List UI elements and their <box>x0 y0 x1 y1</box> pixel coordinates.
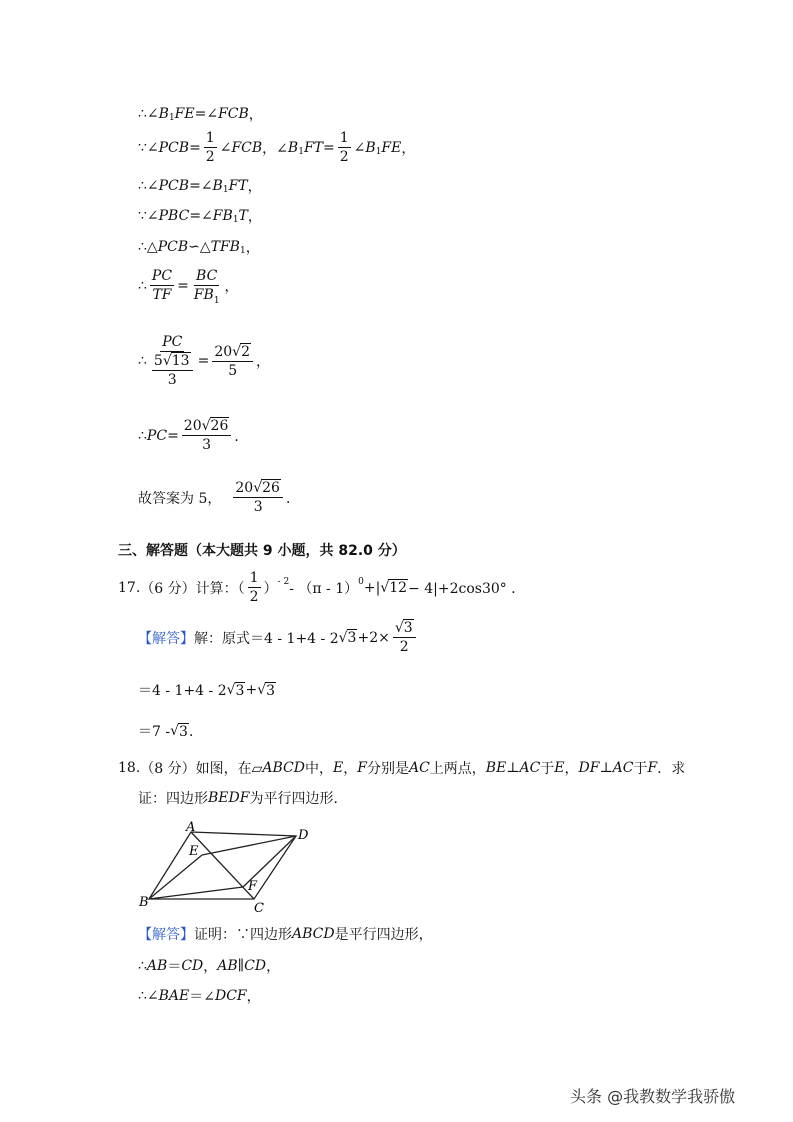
text: - （π - 1） <box>289 580 359 597</box>
text: FE <box>381 139 402 156</box>
question-number: 18. <box>118 760 141 776</box>
nested-fraction <box>152 353 193 388</box>
text: PC <box>146 427 168 444</box>
text: ．求 <box>657 761 686 777</box>
text: BEDF <box>208 790 250 806</box>
text: ＝ <box>167 959 182 975</box>
text: 20 <box>183 418 202 434</box>
text: CD <box>244 958 267 974</box>
text: CD <box>181 958 204 974</box>
text: FCB <box>231 139 263 156</box>
denominator <box>192 286 222 307</box>
q18-proof-line-1 <box>138 924 433 944</box>
text: BAE <box>158 988 190 1004</box>
q17-answer-line-2 <box>138 680 276 700</box>
text: ， <box>256 354 270 371</box>
radicand: 3 <box>266 682 276 699</box>
fraction <box>248 570 261 605</box>
denominator: 2 <box>205 149 215 166</box>
q17-answer-line-3 <box>138 721 203 741</box>
text: ， <box>224 278 239 295</box>
fraction <box>204 130 217 165</box>
numerator <box>182 418 232 436</box>
text: ＝4 - 1+4 - 2 <box>138 683 227 699</box>
text: B <box>365 139 376 156</box>
denominator: 2 <box>399 639 409 656</box>
radicand: 3 <box>347 630 357 647</box>
q18-proof-line-2 <box>138 956 280 976</box>
text: = <box>189 139 201 156</box>
text: PCB <box>158 139 190 156</box>
label-C: C <box>254 901 264 915</box>
question-17 <box>118 570 525 605</box>
solution-line-2 <box>138 130 415 165</box>
subscript: 1 <box>239 246 246 256</box>
label-D: D <box>298 828 309 843</box>
text: ∴ <box>138 353 147 370</box>
text: F <box>647 760 658 776</box>
numerator <box>152 353 193 371</box>
text: =∠ <box>194 106 219 122</box>
radical-sign: √ <box>257 682 267 698</box>
text: ∥ <box>237 958 245 974</box>
subscript: 1 <box>298 146 304 157</box>
text: ． <box>188 724 203 740</box>
text: ， <box>247 179 262 195</box>
text: ∵∠ <box>138 139 159 156</box>
text: ∴△ <box>138 239 158 255</box>
text: FT <box>303 139 323 156</box>
solution-line-4 <box>138 206 262 226</box>
radical-sign: √ <box>162 353 172 370</box>
text: ∽△ <box>188 239 211 255</box>
text: = <box>323 139 335 156</box>
text: 证明：∵四边形 <box>194 927 292 943</box>
text: ⊥ <box>506 760 520 776</box>
text: ∴∠ <box>138 988 159 1004</box>
text: ，∠ <box>262 140 288 157</box>
text: 上两点， <box>429 761 486 777</box>
text: T <box>238 208 248 224</box>
radical-sign: √ <box>380 579 390 596</box>
segment-ED <box>202 836 296 855</box>
text: AB <box>217 958 238 974</box>
text: ， <box>203 959 218 975</box>
radical-sign: √ <box>226 682 236 698</box>
fraction <box>233 480 283 515</box>
text: ∴ <box>138 427 147 444</box>
text: + <box>245 682 258 698</box>
radicand: 3 <box>403 620 413 636</box>
text: 分别是 <box>366 761 409 777</box>
text: 5 <box>153 353 163 370</box>
label-A: A <box>186 820 196 835</box>
answer-tag: 【解答】 <box>138 630 194 647</box>
text: 为平行四边形． <box>249 791 348 807</box>
denominator: 2 <box>339 149 349 166</box>
solution-line-7 <box>138 334 270 388</box>
radical-sign: √ <box>394 620 404 636</box>
text: BE <box>485 760 507 776</box>
text: 解：原式＝4 - 1+4 - 2 <box>194 630 339 647</box>
subscript: 1 <box>375 146 382 157</box>
text: ＝7 - <box>138 724 171 740</box>
fraction <box>192 268 222 307</box>
text: +2× <box>357 629 390 646</box>
denominator: 3 <box>253 499 263 516</box>
text: ， <box>266 959 281 975</box>
solution-line-1 <box>138 104 263 124</box>
text: 于 <box>633 761 648 777</box>
text: ABCD <box>262 760 305 776</box>
text: ∴ <box>138 958 147 974</box>
numerator: BC <box>194 268 219 286</box>
solution-line-9 <box>138 480 300 515</box>
text: FT <box>228 178 248 194</box>
text: 证：四边形 <box>138 791 208 807</box>
text: B <box>158 106 169 122</box>
label-B: B <box>139 895 149 910</box>
fraction <box>393 620 416 655</box>
text: 20 <box>235 480 254 496</box>
radical-sign: √ <box>170 723 180 739</box>
text: PCB <box>157 239 189 255</box>
text: ， <box>248 107 263 123</box>
radical-sign: √ <box>201 418 211 434</box>
text: FB <box>193 287 214 304</box>
radicand: 3 <box>179 723 188 740</box>
text: ） <box>263 580 278 597</box>
radicand: 13 <box>171 353 190 370</box>
fraction <box>212 344 253 379</box>
text: FB <box>212 208 233 224</box>
diagonal-AC <box>191 832 254 899</box>
solution-line-5 <box>138 237 260 257</box>
text: =∠ <box>189 208 213 224</box>
q18-proof-line-3 <box>138 986 261 1006</box>
label-E: E <box>189 844 199 859</box>
exponent: 0 <box>358 576 364 587</box>
solution-line-3 <box>138 176 262 196</box>
radical-sign: √ <box>232 343 242 360</box>
text: = <box>177 277 189 294</box>
numerator: PC <box>160 334 184 352</box>
subscript: 1 <box>213 296 220 307</box>
denominator: 3 <box>202 437 212 454</box>
radical-sign: √ <box>338 629 348 646</box>
text: 20 <box>214 343 233 360</box>
text: PCB <box>158 178 190 194</box>
text: ， <box>401 140 416 157</box>
fraction <box>150 334 195 388</box>
text: ∠ <box>353 139 366 156</box>
denominator: 5 <box>228 362 238 379</box>
parallelogram-figure <box>136 820 316 915</box>
fraction <box>182 418 232 453</box>
question-18-line-1 <box>118 758 685 778</box>
text: B <box>287 139 299 156</box>
subscript: 1 <box>168 113 175 123</box>
text: 故答案为 5， <box>138 490 222 507</box>
text: 于 <box>540 761 555 777</box>
text: ∠ <box>219 139 232 156</box>
subscript: 1 <box>222 185 229 195</box>
numerator: 1 <box>204 130 217 148</box>
watermark: 头条 @我教数学我骄傲 <box>570 1087 736 1106</box>
text: （6 分）计算：（ <box>140 580 245 597</box>
text: ⊥ <box>599 760 613 776</box>
text: AC <box>408 760 430 776</box>
radicand: 3 <box>235 682 245 699</box>
denominator: TF <box>152 287 172 304</box>
text: AB <box>146 958 168 974</box>
fraction <box>338 130 351 165</box>
text: ． <box>285 490 300 507</box>
segment-BE <box>149 855 202 899</box>
denominator <box>150 352 195 388</box>
numerator <box>233 480 283 498</box>
text: （8 分）如图，在▱ <box>140 761 263 777</box>
radicand: 2 <box>241 343 250 360</box>
text: B <box>212 178 223 194</box>
text: − 4|+2cos30° ． <box>408 580 526 597</box>
radicand: 12 <box>389 580 408 597</box>
segment-BF <box>149 887 243 899</box>
text: = <box>197 353 210 370</box>
text: ， <box>246 989 261 1005</box>
answer-tag: 【解答】 <box>138 927 194 943</box>
numerator: PC <box>150 268 174 286</box>
text: ， <box>245 240 260 256</box>
text: ， <box>343 761 358 777</box>
text: = <box>167 427 179 444</box>
text: PBC <box>158 208 190 224</box>
q17-answer-line-1 <box>138 620 419 655</box>
text: FCB <box>218 106 249 122</box>
denominator: 2 <box>249 589 259 606</box>
text: DCF <box>215 988 247 1004</box>
text: E <box>554 760 565 776</box>
text: ， <box>247 209 262 225</box>
text: ＝∠ <box>189 989 215 1005</box>
text: ∴∠ <box>138 178 159 194</box>
text: F <box>357 760 367 776</box>
solution-line-6 <box>138 268 239 307</box>
text: ∵∠ <box>138 208 159 224</box>
numerator <box>212 344 253 362</box>
section-heading: 三、解答题（本大题共 9 小题，共 82.0 分） <box>118 543 406 559</box>
solution-line-8 <box>138 418 248 453</box>
text: AC <box>612 760 634 776</box>
radical-sign: √ <box>253 480 263 496</box>
text: DF <box>578 760 600 776</box>
text: ． <box>234 428 249 445</box>
text: 中， <box>305 761 333 777</box>
question-18-line-2 <box>138 788 347 808</box>
radicand: 26 <box>210 418 229 434</box>
text: ， <box>564 761 579 777</box>
subscript: 1 <box>232 215 239 225</box>
text: ∴ <box>138 277 147 294</box>
denominator: 3 <box>167 372 177 389</box>
fraction <box>150 268 174 303</box>
text: AC <box>519 760 541 776</box>
text: +| <box>363 579 381 596</box>
text: TFB <box>210 239 240 255</box>
text: ∴∠ <box>138 106 159 122</box>
text: 是平行四边形， <box>334 927 433 943</box>
text: E <box>333 760 344 776</box>
label-F: F <box>248 879 258 894</box>
text: =∠ <box>189 178 213 194</box>
text: FE <box>174 106 195 122</box>
numerator: 1 <box>338 130 351 148</box>
question-number: 17. <box>118 579 141 596</box>
exponent: - 2 <box>277 576 290 587</box>
text: ABCD <box>292 926 335 942</box>
numerator <box>393 620 416 638</box>
radicand: 26 <box>262 480 280 496</box>
numerator: 1 <box>248 570 261 588</box>
